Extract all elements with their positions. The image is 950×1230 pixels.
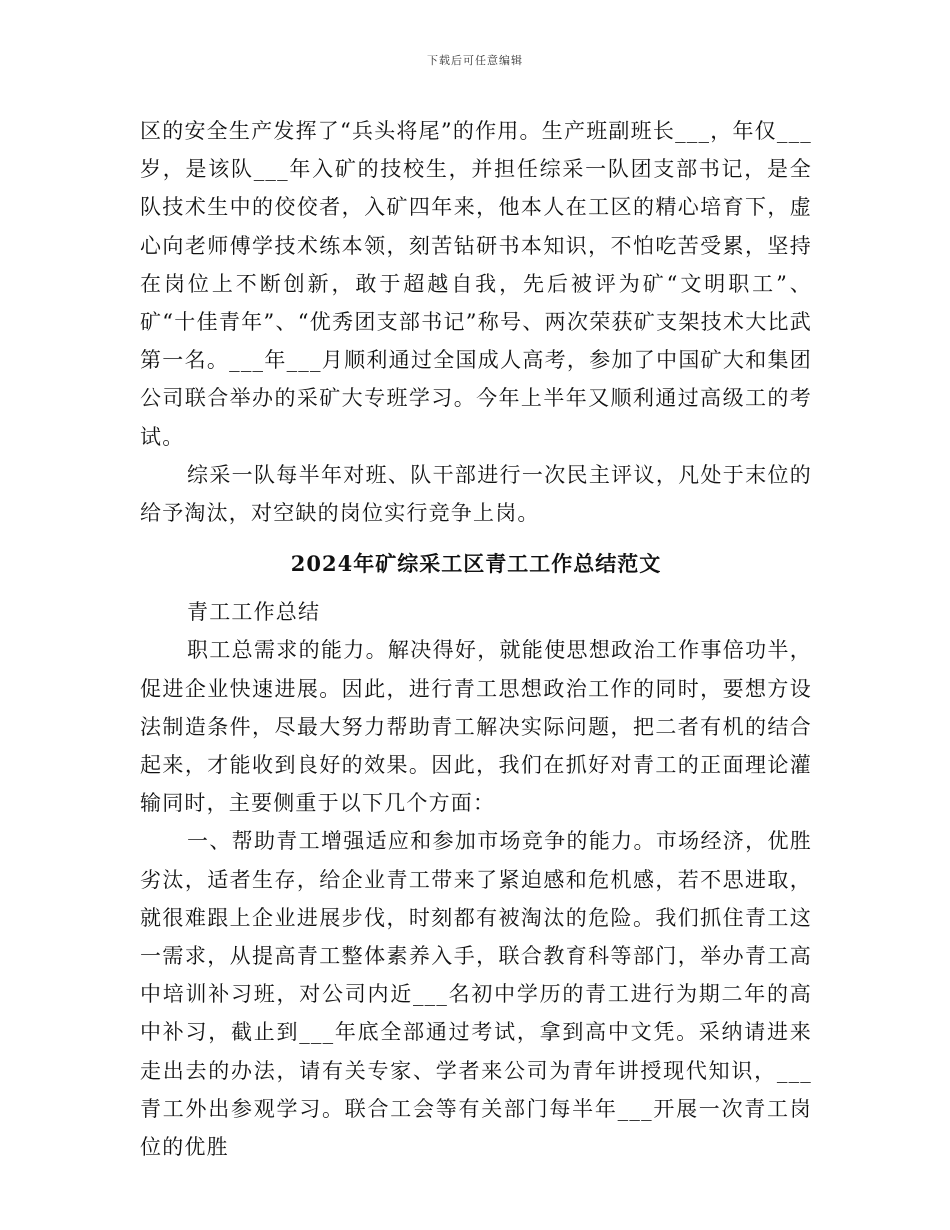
subheading-paragraph: 青工工作总结	[187, 600, 321, 625]
paragraph: 区的安全生产发挥了“兵头将尾”的作用。生产班副班长___，年仅___岁，是该队___年入矿的技校生，并担任综采一队团支部书记，是全队技术生中的佼佼者，入矿四年来，他本人在工区的精心培育下，虚心向老师傅学技术练本领，刻苦钻研书本知识，不怕吃苦受累，坚持在岗位上不断创新，敢于超越自我，先后被评为矿“文明职工”、矿“十佳青年”、“优秀团支部书记”称号、两次荣获矿支架技术大比武第一名。___年___月顺利通过全国成人高考，参加了中国矿大和集团公司联合举办的采矿大专班学习。今年上半年又顺利通过高级工的考试。	[140, 119, 812, 449]
page-header-note: 下载后可任意编辑	[427, 54, 523, 67]
document-body	[140, 112, 812, 1166]
paragraph: 职工总需求的能力。解决得好，就能使思想政治工作事倍功半，促进企业快速进展。因此，进行青工思想政治工作的同时，要想方设法制造条件，尽最大努力帮助青工解决实际问题，把二者有机的结合起来，才能收到良好的效果。因此，我们在抓好对青工的正面理论灌输同时，主要侧重于以下几个方面：	[140, 638, 812, 816]
paragraph: 一、帮助青工增强适应和参加市场竞争的能力。市场经济，优胜劣汰，适者生存，给企业青工带来了紧迫感和危机感，若不思进取，就很难跟上企业进展步伐，时刻都有被淘汰的危险。我们抓住青工这一需求，从提高青工整体素养入手，联合教育科等部门，举办青工高中培训补习班，对公司内近___名初中学历的青工进行为期二年的高中补习，截止到___年底全部通过考试，拿到高中文凭。采纳请进来走出去的办法，请有关专家、学者来公司为青年讲授现代知识，___青工外出参观学习。联合工会等有关部门每半年___开展一次青工岗位的优胜	[140, 829, 812, 1160]
paragraph: 综采一队每半年对班、队干部进行一次民主评议，凡处于末位的给予淘汰，对空缺的岗位实行竞争上岗。	[140, 462, 812, 526]
section-title: 2024年矿综采工区青工工作总结范文	[290, 551, 662, 577]
